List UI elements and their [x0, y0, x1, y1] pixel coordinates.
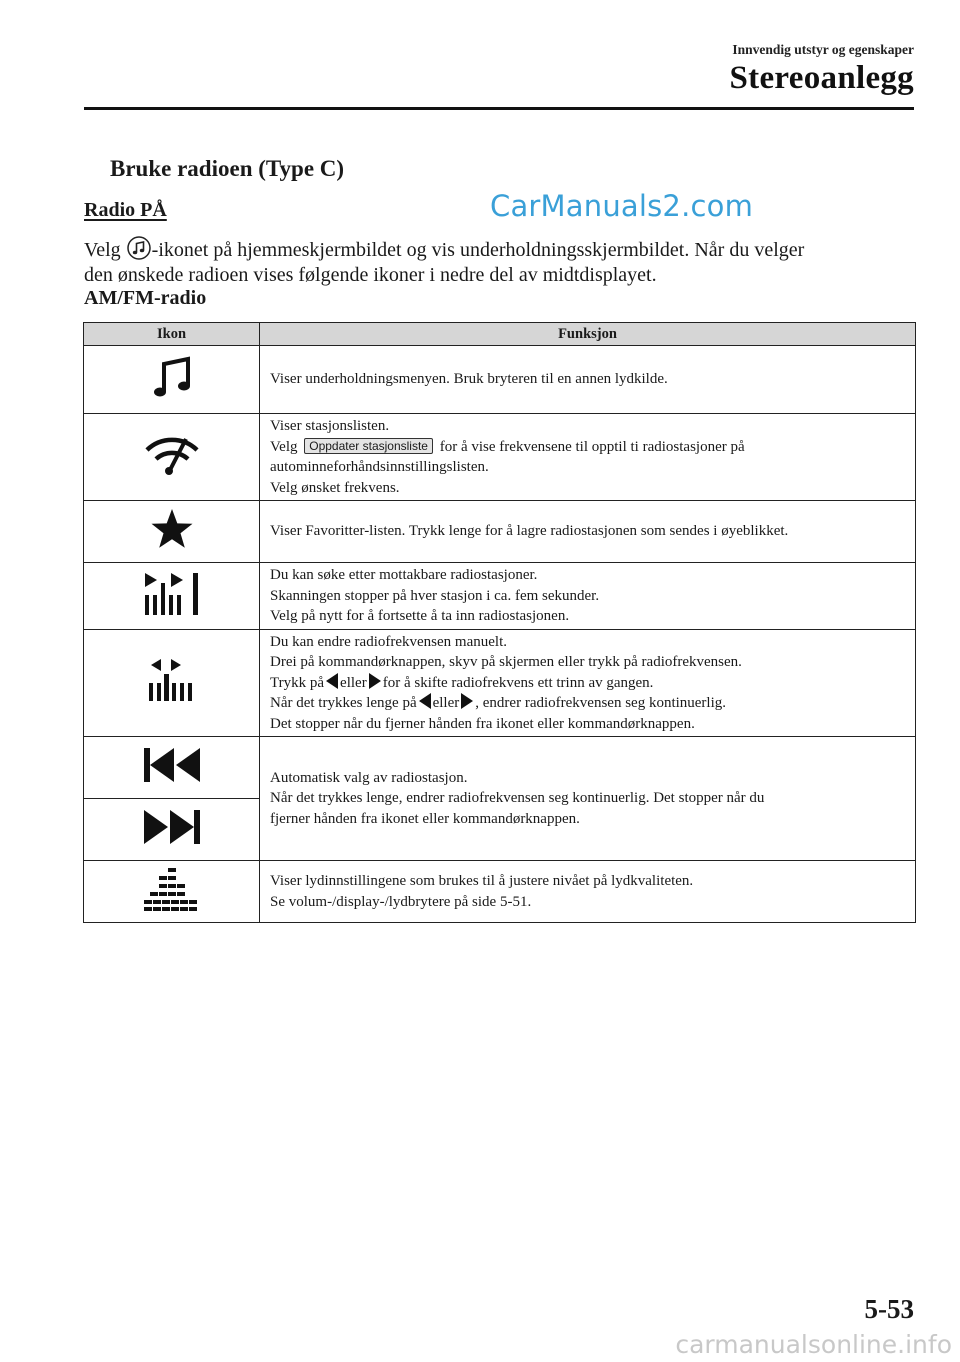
watermark-bottom[interactable]: carmanualsonline.info — [675, 1330, 952, 1359]
intro-paragraph — [84, 236, 916, 288]
table-row — [84, 346, 916, 414]
function-text: Du kan endre radiofrekvensen manuelt. — [270, 633, 507, 650]
icon-cell — [84, 414, 260, 501]
table-row — [84, 629, 916, 737]
station-list-icon[interactable] — [142, 432, 202, 478]
intro-line-1 — [84, 236, 916, 263]
icon-cell — [84, 346, 260, 414]
intro-line-2: den ønskede radioen vises følgende ikoner i nedre del av midtdisplayet. — [84, 264, 657, 286]
function-text-part: for å skifte radiofrekvens ett trinn av gangen. — [382, 674, 654, 691]
function-cell — [260, 414, 916, 501]
function-text: Viser Favoritter-listen. Trykk lenge for å lagre radiostasjonen som sendes i øyeblikket. — [270, 523, 789, 540]
sound-settings-icon[interactable] — [143, 866, 201, 912]
function-cell — [260, 629, 916, 737]
function-text: Velg på nytt for å fortsette å ta inn radiostasjonen. — [270, 608, 570, 624]
watermark-top[interactable]: CarManuals2.com — [490, 189, 754, 223]
function-text: Viser stasjonslisten. — [270, 418, 390, 434]
function-text: Velg ønsket frekvens. — [270, 479, 400, 496]
icon-cell — [84, 737, 260, 799]
triangle-right-icon — [369, 673, 381, 689]
table-row — [84, 501, 916, 563]
function-cell — [260, 861, 916, 923]
function-text-part: Trykk på — [270, 674, 325, 691]
page-number: 5-53 — [864, 1294, 914, 1324]
function-text-part: Velg — [270, 438, 298, 455]
intro-text-before: Velg — [84, 239, 126, 261]
function-text — [270, 693, 905, 714]
function-table — [83, 322, 916, 923]
function-cell — [260, 737, 916, 861]
function-text-part: eller — [432, 695, 460, 711]
function-cell — [260, 563, 916, 630]
am-fm-radio-heading: AM/FM-radio — [84, 287, 207, 309]
table-row — [84, 414, 916, 501]
triangle-left-icon — [326, 673, 338, 689]
entertainment-music-icon — [127, 236, 151, 260]
function-text-part: for å vise frekvensene til opptil ti radiostasjoner på — [439, 438, 745, 455]
function-text: Viser lydinnstillingene som brukes til å justere nivået på lydkvaliteten. — [270, 873, 694, 889]
function-text: Automatisk valg av radiostasjon. — [270, 769, 468, 786]
table-header-row — [84, 323, 916, 346]
column-header-icon: Ikon — [84, 323, 260, 346]
header-rule — [84, 107, 914, 110]
scan-icon[interactable] — [141, 569, 203, 617]
icon-cell — [84, 501, 260, 563]
function-text: Det stopper når du fjerner hånden fra ikonet eller kommandørknappen. — [270, 715, 695, 732]
section-title: Stereoanlegg — [729, 60, 914, 96]
manual-tune-icon[interactable] — [145, 656, 199, 704]
table-row — [84, 737, 916, 799]
function-text: Når det trykkes lenge, endrer radiofrekvensen seg kontinuerlig. Det stopper når du — [270, 790, 765, 807]
radio-on-heading: Radio PÅ — [84, 199, 167, 221]
icon-cell — [84, 799, 260, 861]
icon-cell — [84, 861, 260, 923]
icon-cell — [84, 563, 260, 630]
function-text: autominneforhåndsinnstillingslisten. — [270, 459, 489, 475]
triangle-right-icon — [461, 693, 473, 709]
function-text-part: eller — [340, 674, 367, 691]
function-text: Se volum-/display-/lydbrytere på side 5-51. — [270, 893, 532, 910]
function-text-part: Når det trykkes lenge på — [270, 695, 417, 711]
function-cell — [260, 501, 916, 563]
seek-forward-icon[interactable] — [140, 807, 204, 847]
page-heading: Bruke radioen (Type C) — [110, 156, 345, 181]
favorite-star-icon[interactable] — [150, 507, 194, 551]
function-text — [270, 673, 905, 694]
seek-back-icon[interactable] — [140, 745, 204, 785]
music-note-icon[interactable] — [147, 352, 197, 402]
function-text: Drei på kommandørknappen, skyv på skjermen eller trykk på radiofrekvensen. — [270, 654, 742, 670]
function-text: Skanningen stopper på hver stasjon i ca. fem sekunder. — [270, 587, 600, 604]
table-row — [84, 861, 916, 923]
chapter-title: Innvendig utstyr og egenskaper — [732, 42, 914, 57]
table-row — [84, 563, 916, 630]
function-text-part: , endrer radiofrekvensen seg kontinuerlig. — [475, 695, 727, 711]
function-text — [270, 437, 905, 458]
column-header-function: Funksjon — [260, 323, 916, 346]
icon-cell — [84, 629, 260, 737]
function-text: fjerner hånden fra ikonet eller kommandørknappen. — [270, 810, 580, 827]
function-text: Du kan søke etter mottakbare radiostasjoner. — [270, 567, 538, 583]
function-text: Viser underholdningsmenyen. Bruk bryteren til en annen lydkilde. — [270, 371, 668, 388]
triangle-left-icon — [419, 693, 431, 709]
update-station-list-button[interactable]: Oppdater stasjonsliste — [304, 438, 433, 454]
function-cell — [260, 346, 916, 414]
intro-text-after: -ikonet på hjemmeskjermbildet og vis underholdningsskjermbildet. Når du velger — [151, 239, 805, 261]
